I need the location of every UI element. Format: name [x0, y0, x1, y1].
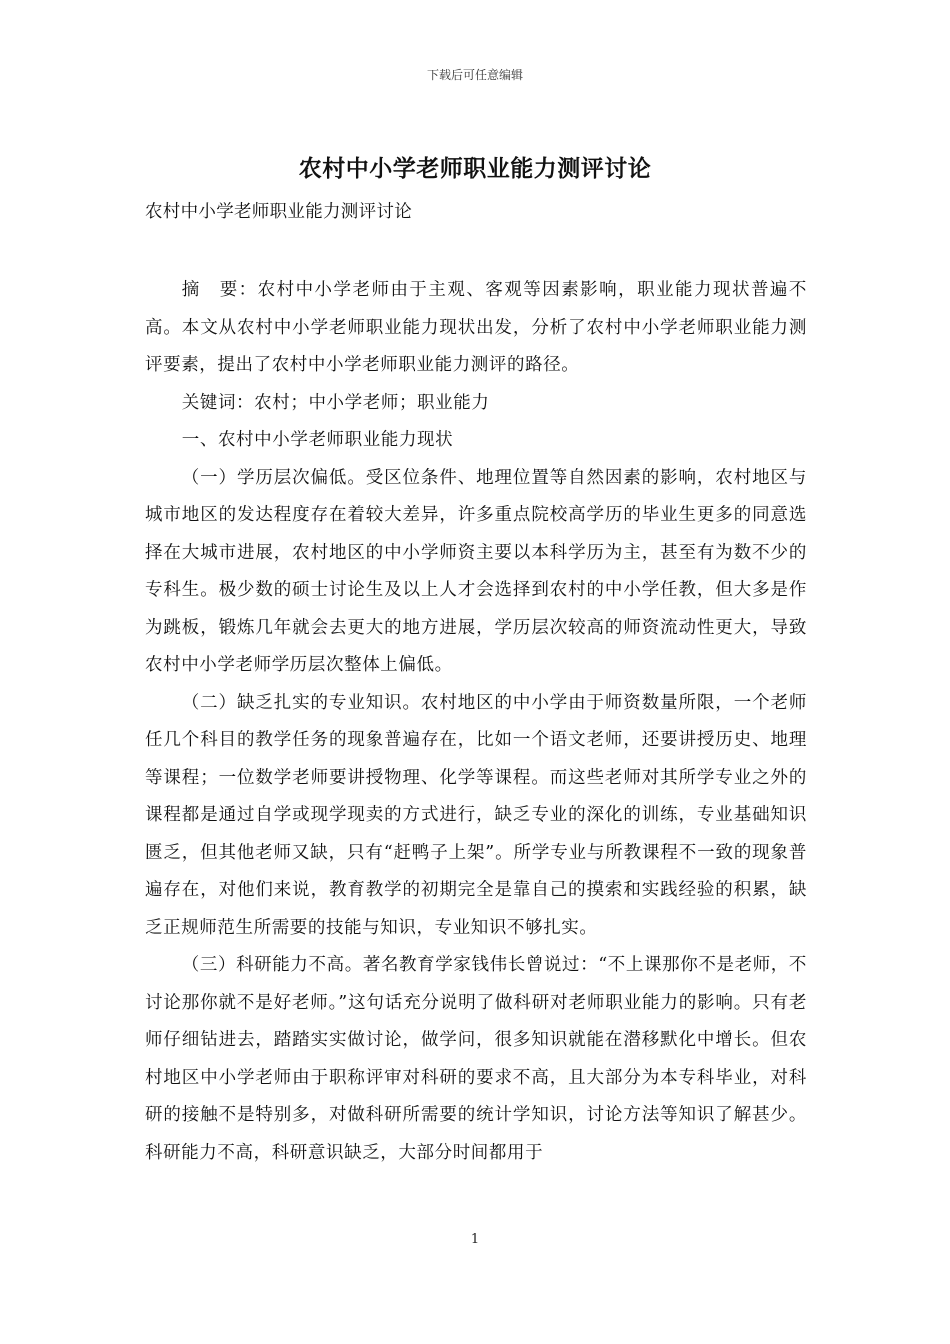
body-paragraph-3: （三）科研能力不高。著名教育学家钱伟长曾说过：“不上课那你不是老师，不讨论那你就不是好老师。”这句话充分说明了做科研对老师职业能力的影响。只有老师仔细钻进去，踏踏实实做讨论，做学问，很多知识就能在潜移默化中增长。但农村地区中小学老师由于职称评审对科研的要求不高，且大部分为本专科毕业，对科研的接触不是特别多，对做科研所需要的统计学知识，讨论方法等知识了解甚少。科研能力不高，科研意识缺乏，大部分时间都用于 [145, 955, 807, 1163]
abstract-paragraph: 摘 要：农村中小学老师由于主观、客观等因素影响，职业能力现状普遍不高。本文从农村中小学老师职业能力现状出发，分析了农村中小学老师职业能力测评要素，提出了农村中小学老师职业能力测评的路径。 [145, 280, 807, 375]
keywords-line: 关键词：农村；中小学老师；职业能力 [181, 392, 490, 413]
document-body [145, 196, 807, 1172]
section-heading: 一、农村中小学老师职业能力现状 [181, 430, 454, 450]
body-paragraph-1: （一）学历层次偏低。受区位条件、地理位置等自然因素的影响，农村地区与城市地区的发达程度存在着较大差异，许多重点院校高学历的毕业生更多的同意选择在大城市进展，农村地区的中小学师资主要以本科学历为主，甚至有为数不少的专科生。极少数的硕士讨论生及以上人才会选择到农村的中小学任教，但大多是作为跳板，锻炼几年就会去更大的地方进展，学历层次较高的师资流动性更大，导致农村中小学老师学历层次整体上偏低。 [145, 467, 807, 675]
page-number: 1 [470, 1232, 480, 1247]
page-header: 下载后可任意编辑 [426, 68, 523, 82]
document-subtitle: 农村中小学老师职业能力测评讨论 [145, 202, 412, 222]
document-title: 农村中小学老师职业能力测评讨论 [298, 156, 652, 182]
body-paragraph-2: （二）缺乏扎实的专业知识。农村地区的中小学由于师资数量所限，一个老师任几个科目的教学任务的现象普遍存在，比如一个语文老师，还要讲授历史、地理等课程；一位数学老师要讲授物理、化学等课程。而这些老师对其所学专业之外的课程都是通过自学或现学现卖的方式进行，缺乏专业的深化的训练，专业基础知识匮乏，但其他老师又缺，只有“赶鸭子上架”。所学专业与所教课程不一致的现象普遍存在，对他们来说，教育教学的初期完全是靠自己的摸索和实践经验的积累，缺乏正规师范生所需要的技能与知识，专业知识不够扎实。 [145, 692, 807, 938]
